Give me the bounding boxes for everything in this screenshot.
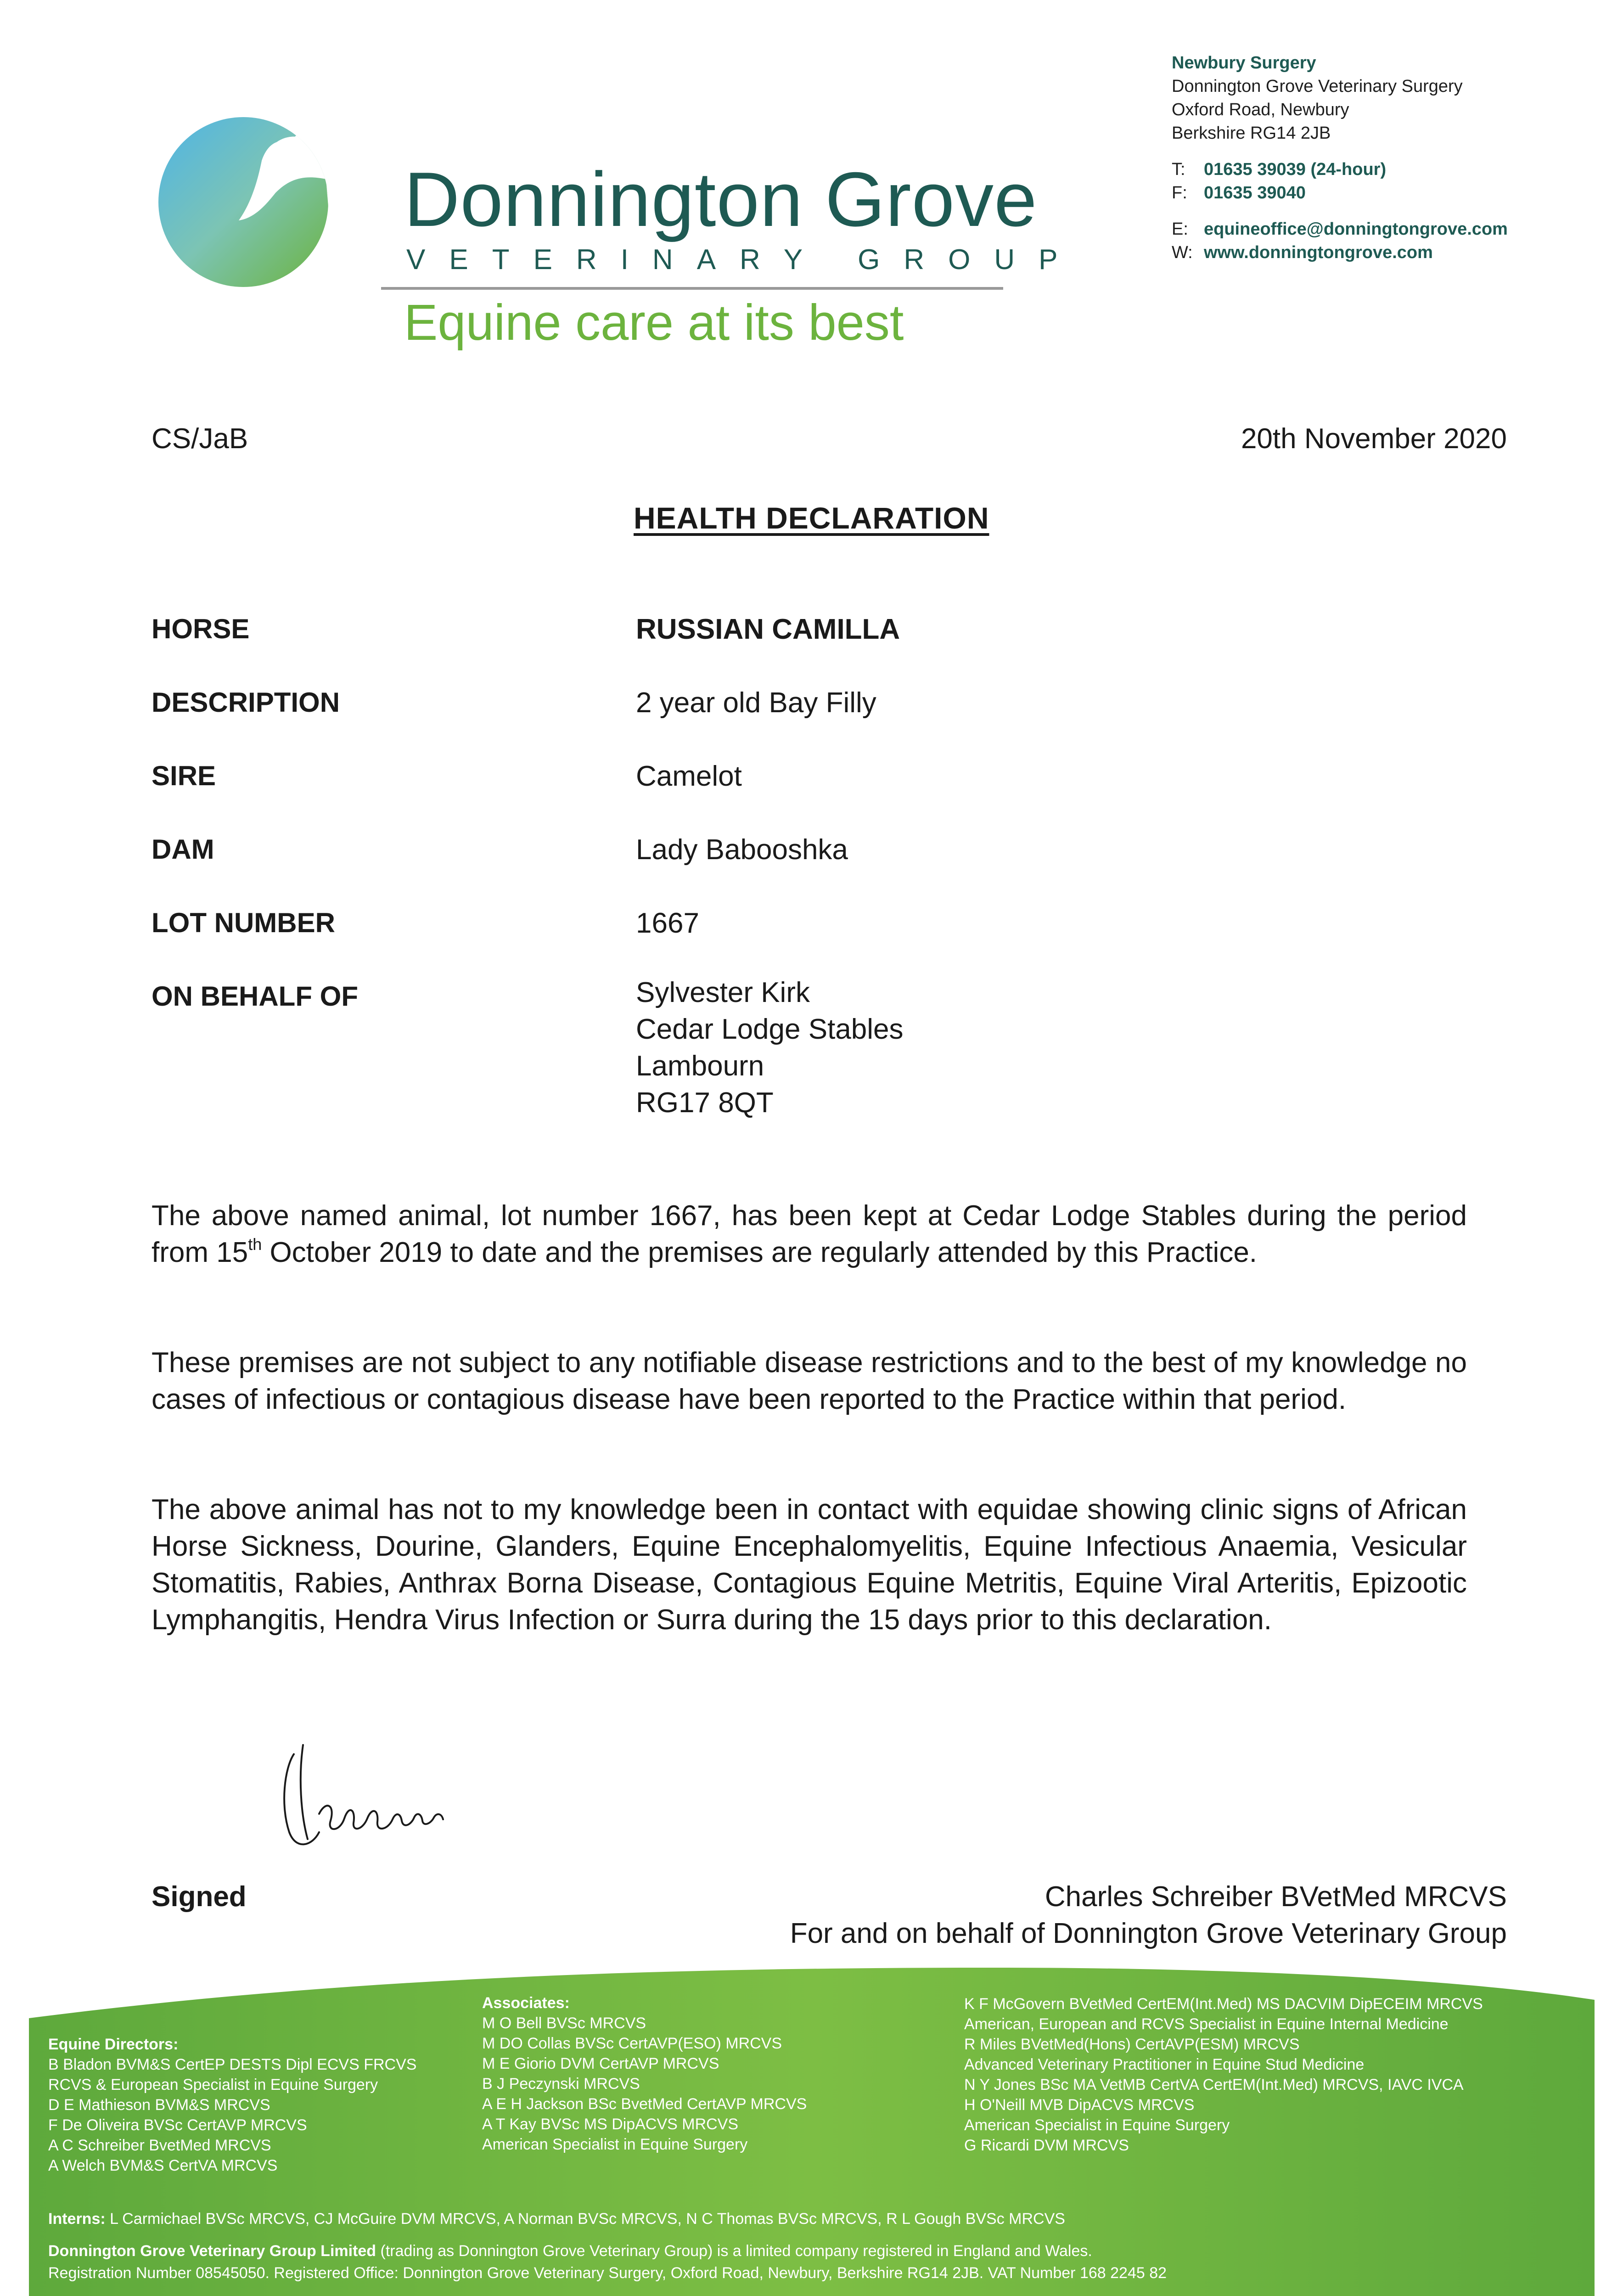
associate-entry: H O'Neill MVB DipACVS MRCVS bbox=[964, 2096, 1195, 2114]
footer-associates-continued bbox=[964, 1994, 1483, 2155]
paragraph-no-restrictions: These premises are not subject to any notifiable disease restrictions and to the best of my knowledge no cases of infectious or contagious disease have been reported to the Practice within that period. bbox=[152, 1347, 1467, 1415]
tel-number[interactable]: 01635 39039 (24-hour) bbox=[1204, 160, 1387, 179]
signer-role: For and on behalf of Donnington Grove Veterinary Group bbox=[790, 1918, 1507, 1949]
associate-entry: American Specialist in Equine Surgery bbox=[964, 2116, 1230, 2134]
field-label-lot-number: LOT NUMBER bbox=[152, 907, 335, 938]
associate-entry: B J Peczynski MRCVS bbox=[482, 2075, 640, 2093]
interns-label: Interns: bbox=[48, 2210, 106, 2228]
associate-entry: M E Giorio DVM CertAVP MRCVS bbox=[482, 2055, 719, 2072]
address-line: RG17 8QT bbox=[636, 1087, 774, 1119]
field-label-on-behalf-of: ON BEHALF OF bbox=[152, 981, 358, 1012]
associate-entry: K F McGovern BVetMed CertEM(Int.Med) MS DACVIM DipECEIM MRCVS bbox=[964, 1995, 1483, 2013]
footer-interns bbox=[48, 2209, 1065, 2229]
signed-label: Signed bbox=[152, 1881, 247, 1913]
letter-date: 20th November 2020 bbox=[1241, 423, 1507, 455]
email-label: E: bbox=[1172, 219, 1188, 239]
associate-entry: American, European and RCVS Specialist in Equine Internal Medicine bbox=[964, 2015, 1449, 2033]
web-link[interactable]: www.donningtongrove.com bbox=[1204, 243, 1433, 262]
paragraph-kept-at: The above named animal, lot number 1667, has been kept at Cedar Lodge Stables during the period from 15th October 2019 to date and the premises are regularly attended by this Practice. bbox=[152, 1200, 1467, 1268]
email-link[interactable]: equineoffice@donningtongrove.com bbox=[1204, 219, 1508, 239]
signer-name: Charles Schreiber BVetMed MRCVS bbox=[1045, 1881, 1507, 1913]
brand-tagline: Equine care at its best bbox=[404, 294, 904, 351]
associate-entry: M O Bell BVSc MRCVS bbox=[482, 2015, 646, 2032]
associate-entry: A E H Jackson BSc BvetMed CertAVP MRCVS bbox=[482, 2095, 807, 2113]
director-entry: RCVS & European Specialist in Equine Surgery bbox=[48, 2076, 378, 2093]
contact-block bbox=[1172, 51, 1508, 264]
field-value-horse: RUSSIAN CAMILLA bbox=[636, 613, 900, 645]
associate-entry: G Ricardi DVM MRCVS bbox=[964, 2137, 1129, 2154]
company-name: Donnington Grove Veterinary Group Limited bbox=[48, 2242, 376, 2260]
director-entry: A Welch BVM&S CertVA MRCVS bbox=[48, 2157, 278, 2174]
associate-entry: N Y Jones BSc MA VetMB CertVA CertEM(Int.Med) MRCVS, IAVC IVCA bbox=[964, 2076, 1464, 2093]
field-label-description: DESCRIPTION bbox=[152, 687, 340, 718]
field-label-sire: SIRE bbox=[152, 760, 216, 791]
interns-list: L Carmichael BVSc MRCVS, CJ McGuire DVM MRCVS, A Norman BVSc MRCVS, N C Thomas BVSc MRCVS, R L Gough BVSc MRCVS bbox=[110, 2210, 1065, 2228]
associate-entry: R Miles BVetMed(Hons) CertAVP(ESM) MRCVS bbox=[964, 2036, 1300, 2053]
footer-associates bbox=[482, 1993, 807, 2155]
letter-reference: CS/JaB bbox=[152, 423, 248, 455]
tel-label: T: bbox=[1172, 160, 1185, 179]
logo-mark-icon bbox=[152, 106, 335, 289]
field-value-description: 2 year old Bay Filly bbox=[636, 687, 876, 719]
company-text: (trading as Donnington Grove Veterinary Group) is a limited company registered in England and Wales. bbox=[376, 2242, 1092, 2260]
footer-registration: Registration Number 08545050. Registered Office: Donnington Grove Veterinary Surgery, Oxford Road, Newbury, Berkshire RG14 2JB. VAT Number 168 2245 82 bbox=[48, 2264, 1167, 2282]
field-value-on-behalf-of bbox=[636, 974, 904, 1121]
associate-entry: Advanced Veterinary Practitioner in Equine Stud Medicine bbox=[964, 2056, 1365, 2073]
footer-directors bbox=[48, 2034, 416, 2176]
director-entry: B Bladon BVM&S CertEP DESTS Dipl ECVS FRCVS bbox=[48, 2056, 417, 2073]
document-title: HEALTH DECLARATION bbox=[634, 501, 989, 535]
associate-entry: American Specialist in Equine Surgery bbox=[482, 2136, 748, 2153]
director-entry: F De Oliveira BVSc CertAVP MRCVS bbox=[48, 2116, 307, 2134]
field-label-dam: DAM bbox=[152, 834, 214, 865]
field-value-dam: Lady Babooshka bbox=[636, 834, 848, 866]
address-line: Cedar Lodge Stables bbox=[636, 1013, 904, 1045]
director-entry: A C Schreiber BvetMed MRCVS bbox=[48, 2137, 271, 2154]
address-line: Lambourn bbox=[636, 1050, 764, 1082]
brand-name: Donnington Grove bbox=[404, 156, 1038, 242]
associate-entry: A T Kay BVSc MS DipACVS MRCVS bbox=[482, 2116, 739, 2133]
address-line: Oxford Road, Newbury bbox=[1172, 100, 1349, 119]
director-entry: D E Mathieson BVM&S MRCVS bbox=[48, 2096, 270, 2114]
field-value-sire: Camelot bbox=[636, 760, 742, 792]
footer-company bbox=[48, 2241, 1092, 2261]
field-value-lot-number: 1667 bbox=[636, 907, 699, 939]
associate-entry: M DO Collas BVSc CertAVP(ESO) MRCVS bbox=[482, 2035, 782, 2052]
field-label-horse: HORSE bbox=[152, 613, 250, 644]
fax-label: F: bbox=[1172, 183, 1187, 203]
office-name: Newbury Surgery bbox=[1172, 53, 1316, 73]
signature-icon bbox=[275, 1740, 459, 1864]
address-line: Berkshire RG14 2JB bbox=[1172, 124, 1331, 143]
web-label: W: bbox=[1172, 243, 1193, 262]
address-line: Donnington Grove Veterinary Surgery bbox=[1172, 77, 1463, 96]
address-line: Sylvester Kirk bbox=[636, 977, 810, 1008]
brand-group: VETERINARY GROUP bbox=[406, 244, 1082, 276]
brand-divider bbox=[381, 287, 1003, 290]
associates-heading: Associates: bbox=[482, 1994, 570, 2012]
directors-heading: Equine Directors: bbox=[48, 2036, 179, 2053]
paragraph-no-contact: The above animal has not to my knowledge been in contact with equidae showing clinic signs of African Horse Sickness, Dourine, Glanders, Equine Encephalomyelitis, Equine Infectious Anaemia, Vesicular Stomatitis, Rabies, Anthrax Borna Disease, Contagious Equine Metritis, Equine Viral Arteritis, Epizootic Lymphangitis, Hendra Virus Infection or Surra during the 15 days prior to this declaration. bbox=[152, 1494, 1467, 1636]
fax-number: 01635 39040 bbox=[1204, 183, 1306, 203]
